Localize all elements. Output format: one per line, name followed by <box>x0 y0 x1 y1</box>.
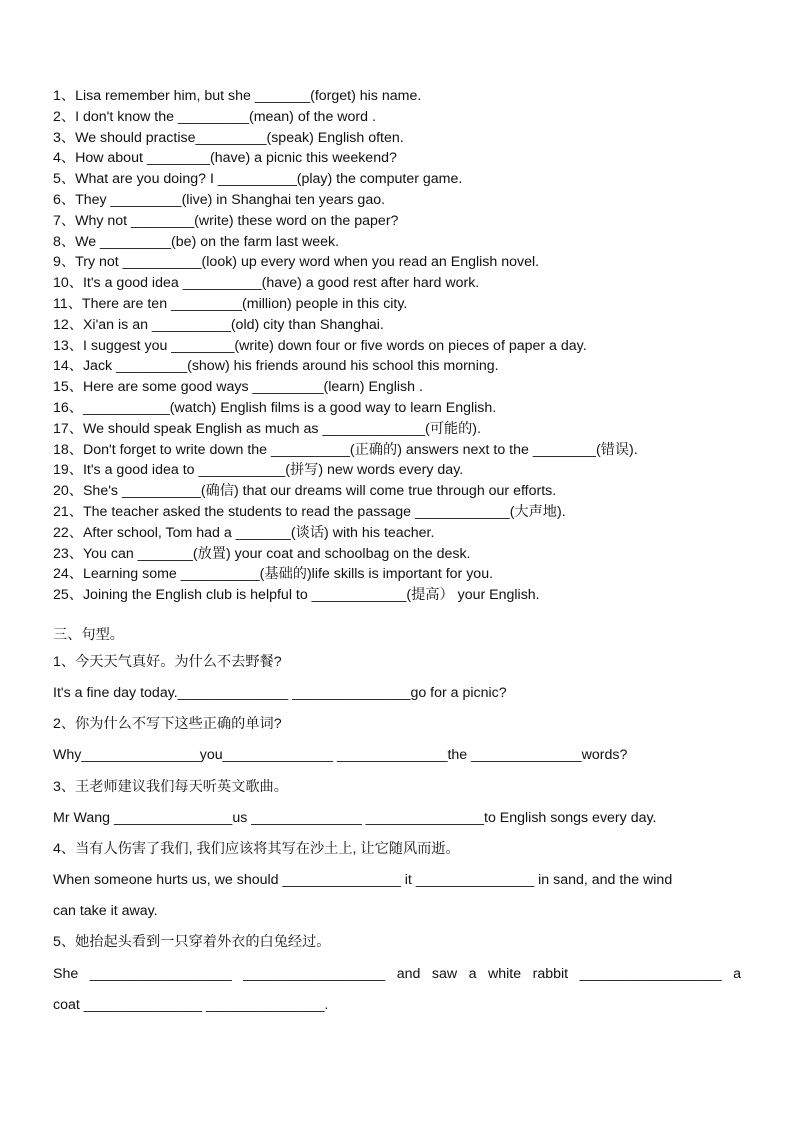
sentence-question-1: 1、今天天气真好。为什么不去野餐? <box>53 654 282 670</box>
fill-in-item-11: 11、There are ten _________(million) people in this city. <box>53 295 408 312</box>
fill-in-item-18: 18、Don't forget to write down the __________(正确的) answers next to the ________(错误). <box>53 441 638 458</box>
fill-in-item-16: 16、___________(watch) English films is a good way to learn English. <box>53 399 497 416</box>
sentence-question-4: 4、当有人伤害了我们, 我们应该将其写在沙土上, 让它随风而逝。 <box>53 841 460 857</box>
fill-in-item-22: 22、After school, Tom had a _______(谈话) with his teacher. <box>53 524 435 541</box>
sentence-answer-3: Mr Wang _______________us ______________ _______________to English songs every day. <box>53 810 657 826</box>
fill-in-list <box>53 86 753 606</box>
fill-in-item-9: 9、Try not __________(look) up every word when you read an English novel. <box>53 254 540 271</box>
fill-in-item-5: 5、What are you doing? I __________(play) the computer game. <box>53 171 463 188</box>
fill-in-item-23: 23、You can _______(放置) your coat and schoolbag on the desk. <box>53 545 471 562</box>
fill-in-item-14: 14、Jack _________(show) his friends around his school this morning. <box>53 358 499 375</box>
sentence-answer-1: It's a fine day today.______________ _______________go for a picnic? <box>53 685 507 701</box>
fill-in-item-8: 8、We _________(be) on the farm last week. <box>53 233 340 250</box>
sentence-question-2: 2、你为什么不写下这些正确的单词? <box>53 716 282 732</box>
fill-in-item-17: 17、We should speak English as much as _____________(可能的). <box>53 420 481 437</box>
fill-in-item-1: 1、Lisa remember him, but she _______(forget) his name. <box>53 88 422 104</box>
sentence-answer-5-line2: coat _______________ _______________. <box>53 997 329 1013</box>
fill-in-item-20: 20、She's __________(确信) that our dreams will come true through our efforts. <box>53 483 557 500</box>
sentence-answer-4-line1: When someone hurts us, we should _______________ it _______________ in sand, and the wind <box>53 872 673 888</box>
sentence-answer-4-line2: can take it away. <box>53 903 158 919</box>
fill-in-item-25: 25、Joining the English club is helpful to ____________(提高） your English. <box>53 587 540 604</box>
sentence-question-3: 3、王老师建议我们每天听英文歌曲。 <box>53 779 288 795</box>
fill-in-item-12: 12、Xi'an is an __________(old) city than Shanghai. <box>53 316 384 333</box>
fill-in-item-10: 10、It's a good idea __________(have) a good rest after hard work. <box>53 275 480 292</box>
sentence-answer-2: Why_______________you______________ ______________the ______________words? <box>53 747 628 763</box>
fill-in-item-7: 7、Why not ________(write) these word on the paper? <box>53 212 399 229</box>
fill-in-item-21: 21、The teacher asked the students to read the passage ____________(大声地). <box>53 503 566 520</box>
sentence-answer-5-line1: She __________________ __________________ and saw a white rabbit __________________ a <box>53 966 741 982</box>
fill-in-item-6: 6、They _________(live) in Shanghai ten years gao. <box>53 191 386 208</box>
section-heading: 三、句型。 <box>53 627 124 643</box>
fill-in-item-13: 13、I suggest you ________(write) down four or five words on pieces of paper a day. <box>53 337 587 354</box>
sentence-question-5: 5、她抬起头看到一只穿着外衣的白兔经过。 <box>53 934 331 950</box>
fill-in-item-4: 4、How about ________(have) a picnic this weekend? <box>53 150 397 167</box>
fill-in-item-15: 15、Here are some good ways _________(learn) English . <box>53 379 423 396</box>
fill-in-item-24: 24、Learning some __________(基础的)life skills is important for you. <box>53 566 494 583</box>
fill-in-item-2: 2、I don't know the _________(mean) of the word . <box>53 108 376 125</box>
fill-in-item-19: 19、It's a good idea to ___________(拼写) new words every day. <box>53 462 464 479</box>
fill-in-item-3: 3、We should practise_________(speak) English often. <box>53 129 404 146</box>
